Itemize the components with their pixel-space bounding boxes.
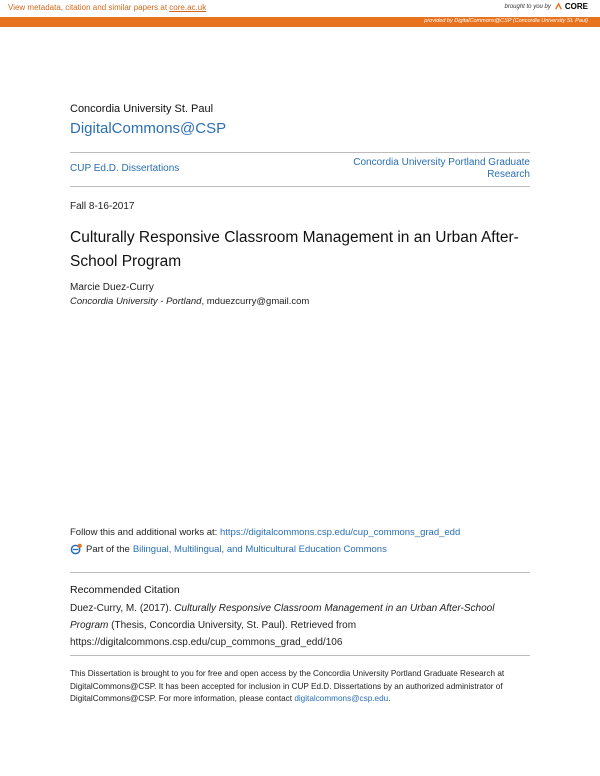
citation-url: https://digitalcommons.csp.edu/cup_commons_grad_edd/106 (70, 637, 343, 648)
brought-to-you (505, 2, 589, 11)
brought-label: brought to you by (504, 3, 551, 10)
commons-link[interactable]: Bilingual, Multilingual, and Multicultural Education Commons (132, 544, 387, 555)
part-of-line (70, 543, 387, 556)
divider (70, 186, 530, 187)
repository-name[interactable]: DigitalCommons@CSP (70, 120, 227, 137)
author-name: Marcie Duez-Curry (70, 282, 154, 293)
publication-date: Fall 8-16-2017 (70, 201, 135, 212)
citation-rest: (Thesis, Concordia University, St. Paul). Retrieved from (108, 620, 357, 631)
core-topbar (0, 0, 600, 18)
provider-bar (0, 17, 600, 27)
partof-prefix: Part of the (86, 544, 130, 555)
department-link[interactable]: Concordia University Portland Graduate Research (353, 157, 530, 180)
core-logo-icon (554, 2, 563, 11)
core-link[interactable]: core.ac.uk (169, 3, 207, 12)
author-affiliation (70, 296, 309, 307)
divider (70, 655, 530, 656)
metadata-notice (8, 3, 206, 12)
institution-name: Concordia University St. Paul (70, 103, 214, 115)
metadata-prefix: View metadata, citation and similar papers at (8, 3, 170, 12)
follow-line (70, 527, 460, 538)
core-logo[interactable] (554, 2, 588, 11)
access-notice-end: . (388, 694, 391, 703)
affiliation-separator: , (201, 296, 207, 307)
paper-title: Culturally Responsive Classroom Management in an Urban After-School Program (70, 229, 519, 270)
citation-authors: Duez-Curry, M. (2017). (70, 603, 175, 614)
series-link[interactable]: CUP Ed.D. Dissertations (70, 163, 180, 174)
provider-text: provided by DigitalCommons@CSP (Concordia University St. Paul) (424, 18, 588, 24)
network-icon (70, 543, 83, 556)
follow-url-link[interactable]: https://digitalcommons.csp.edu/cup_commons_grad_edd (219, 527, 461, 538)
core-label: CORE (564, 2, 588, 11)
citation-heading: Recommended Citation (70, 584, 180, 596)
divider (70, 572, 530, 573)
contact-email-link[interactable]: digitalcommons@csp.edu (294, 694, 389, 703)
author-email: mduezcurry@gmail.com (206, 296, 310, 307)
citation-title: Culturally Responsive Classroom Management in an Urban After-School Program (70, 603, 495, 631)
access-notice (70, 668, 532, 706)
access-notice-text: This Dissertation is brought to you for free and open access by the Concordia University Portland Graduate Research at DigitalCommons@CSP. It has been accepted for inclusion in CUP Ed.D. Dissertations by an authorized administrator of DigitalCommons@CSP. For more information, please contact (70, 669, 505, 703)
divider (70, 152, 530, 153)
affiliation-name: Concordia University - Portland (70, 296, 202, 307)
follow-prefix: Follow this and additional works at: (70, 527, 220, 538)
citation-text (70, 600, 532, 651)
